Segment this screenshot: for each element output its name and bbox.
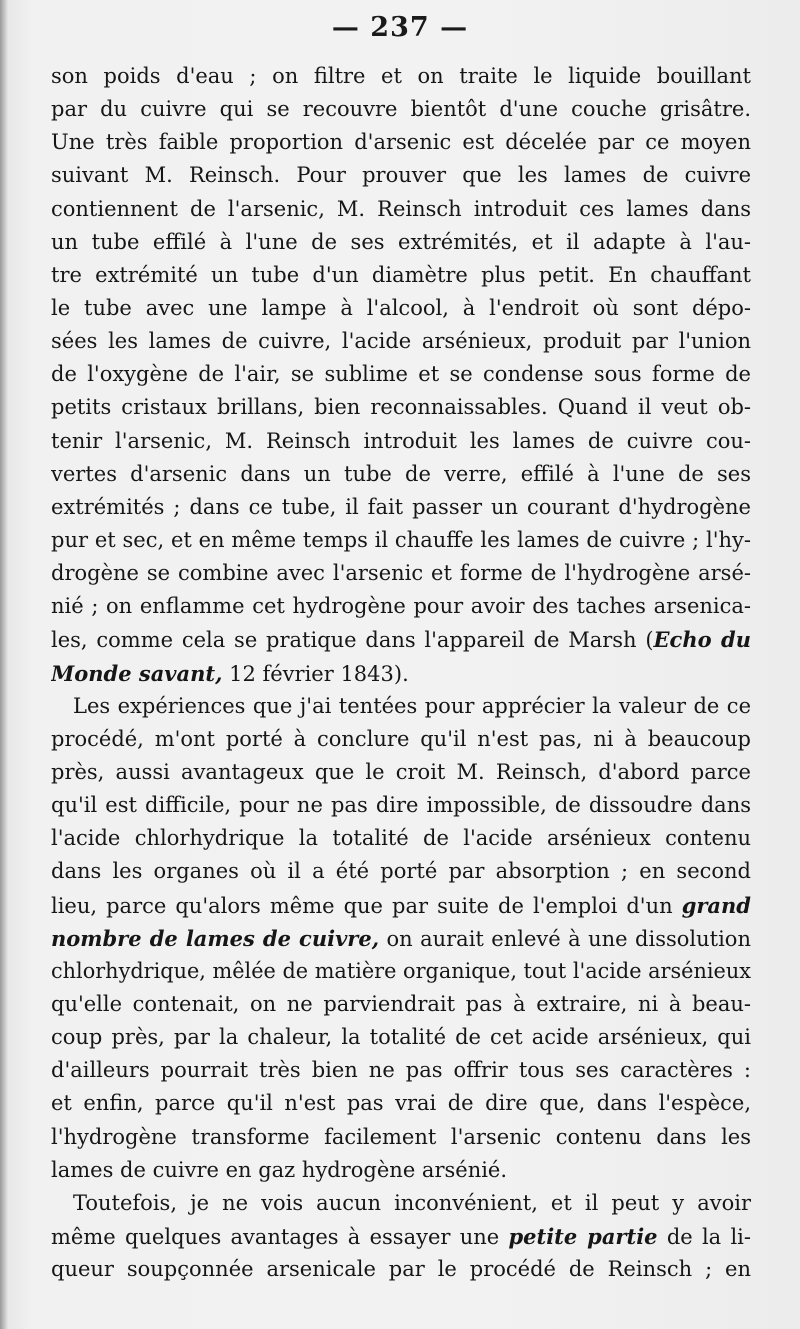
- text-line: [51, 93, 751, 126]
- text-line: [51, 193, 751, 226]
- text-line: [51, 425, 751, 458]
- text-line: [51, 822, 751, 855]
- text-line: [51, 226, 751, 259]
- text-line: [51, 855, 751, 888]
- italic-text: petite partie: [508, 1223, 658, 1249]
- line-text: le tube avec une lampe à l'alcool, à l'endroit où sont dépo-: [51, 295, 751, 320]
- line-text: qu'elle contenait, on ne parviendrait pas à extraire, ni à beau-: [51, 991, 751, 1016]
- italic-text: grand: [681, 892, 751, 918]
- text-line: [51, 60, 751, 93]
- italic-text: Echo du: [653, 627, 751, 653]
- line-text: extrémités ; dans ce tube, il fait passer un courant d'hydrogène: [51, 494, 751, 519]
- text-line: [51, 623, 751, 656]
- line-text: dans les organes où il a été porté par absorption ; en second: [51, 859, 751, 884]
- text-line: [51, 358, 751, 391]
- text-line: [51, 789, 751, 822]
- line-text: son poids d'eau ; on filtre et on traite le liquide bouillant: [51, 64, 751, 88]
- line-text: lames de cuivre en gaz hydrogène arsénié.: [51, 1157, 508, 1182]
- text-line: [51, 1121, 751, 1154]
- line-text-after: de la li-: [657, 1224, 751, 1249]
- line-text: et enfin, parce qu'il n'est pas vrai de dire que, dans l'espèce,: [51, 1091, 751, 1116]
- text-line: [51, 458, 751, 491]
- text-line: [51, 1087, 751, 1120]
- line-text: Les expériences que j'ai tentées pour apprécier la valeur de ce: [73, 693, 751, 718]
- line-text: vertes d'arsenic dans un tube de verre, effilé à l'une de ses: [51, 461, 751, 486]
- page-number: — 237 —: [331, 12, 469, 43]
- italic-text: nombre de lames de cuivre,: [51, 925, 380, 951]
- line-text: l'acide chlorhydrique la totalité de l'acide arsénieux contenu: [51, 826, 751, 851]
- line-text: qu'il est difficile, pour ne pas dire impossible, de dissoudre dans: [51, 793, 751, 818]
- text-line: [51, 657, 751, 690]
- text-line: [51, 325, 751, 358]
- text-line: [51, 1220, 751, 1253]
- text-line: [51, 1253, 751, 1286]
- text-line: [51, 756, 751, 789]
- line-text: un tube effilé à l'une de ses extrémités, et il adapte à l'au-: [51, 229, 751, 254]
- line-text: même quelques avantages à essayer une: [51, 1224, 509, 1249]
- line-text: sées les lames de cuivre, l'acide arsénieux, produit par l'union: [51, 329, 751, 354]
- text-line: [51, 1187, 751, 1220]
- line-text: pur et sec, et en même temps il chauffe les lames de cuivre ; l'hy-: [51, 527, 751, 552]
- line-text: petits cristaux brillans, bien reconnaissables. Quand il veut ob-: [51, 395, 751, 420]
- text-line: [51, 391, 751, 424]
- text-line: [51, 524, 751, 557]
- text-line: [51, 1021, 751, 1054]
- text-line: [51, 159, 751, 192]
- text-line: [51, 955, 751, 988]
- line-text: par du cuivre qui se recouvre bientôt d'une couche grisâtre.: [51, 97, 751, 122]
- line-text: Toutefois, je ne vois aucun inconvénient, et il peut y avoir: [73, 1190, 751, 1215]
- body-text: [51, 60, 751, 1286]
- text-line: [51, 590, 751, 623]
- text-line: [51, 557, 751, 590]
- text-line: [51, 1054, 751, 1087]
- text-line: [51, 292, 751, 325]
- line-text: chlorhydrique, mêlée de matière organique, tout l'acide arsénieux: [51, 958, 751, 983]
- text-line: [51, 889, 751, 922]
- italic-text: Monde savant,: [51, 660, 223, 686]
- line-text: queur soupçonnée arsenicale par le procédé de Reinsch ; en: [51, 1257, 751, 1282]
- text-line: [51, 259, 751, 292]
- text-line: [51, 723, 751, 756]
- line-text: de l'oxygène de l'air, se sublime et se condense sous forme de: [51, 362, 751, 387]
- text-line: [51, 922, 751, 955]
- line-text: Une très faible proportion d'arsenic est décelée par ce moyen: [51, 130, 751, 155]
- line-text: l'hydrogène transforme facilement l'arsenic contenu dans les: [51, 1124, 751, 1149]
- line-text: procédé, m'ont porté à conclure qu'il n'est pas, ni à beaucoup: [51, 726, 751, 751]
- line-text-after: 12 février 1843).: [222, 661, 409, 686]
- line-text: près, aussi avantageux que le croit M. Reinsch, d'abord parce: [51, 759, 751, 784]
- line-text: lieu, parce qu'alors même que par suite de l'emploi d'un: [51, 893, 682, 918]
- line-text-after: on aurait enlevé à une dissolution: [379, 926, 751, 951]
- text-line: [51, 988, 751, 1021]
- text-line: [51, 1154, 751, 1187]
- line-text: les, comme cela se pratique dans l'appareil de Marsh (: [51, 628, 654, 653]
- line-text: d'ailleurs pourrait très bien ne pas offrir tous ses caractères :: [51, 1058, 751, 1083]
- text-line: [51, 491, 751, 524]
- text-line: [51, 690, 751, 723]
- line-text: suivant M. Reinsch. Pour prouver que les lames de cuivre: [51, 163, 751, 188]
- line-text: tenir l'arsenic, M. Reinsch introduit les lames de cuivre cou-: [51, 428, 751, 453]
- line-text: tre extrémité un tube d'un diamètre plus petit. En chauffant: [51, 262, 751, 287]
- line-text: drogène se combine avec l'arsenic et forme de l'hydrogène arsé-: [51, 561, 751, 586]
- line-text: nié ; on enflamme cet hydrogène pour avoir des taches arsenica-: [51, 594, 751, 619]
- line-text: coup près, par la chaleur, la totalité de cet acide arsénieux, qui: [51, 1025, 751, 1050]
- line-text: contiennent de l'arsenic, M. Reinsch introduit ces lames dans: [51, 196, 751, 221]
- text-line: [51, 126, 751, 159]
